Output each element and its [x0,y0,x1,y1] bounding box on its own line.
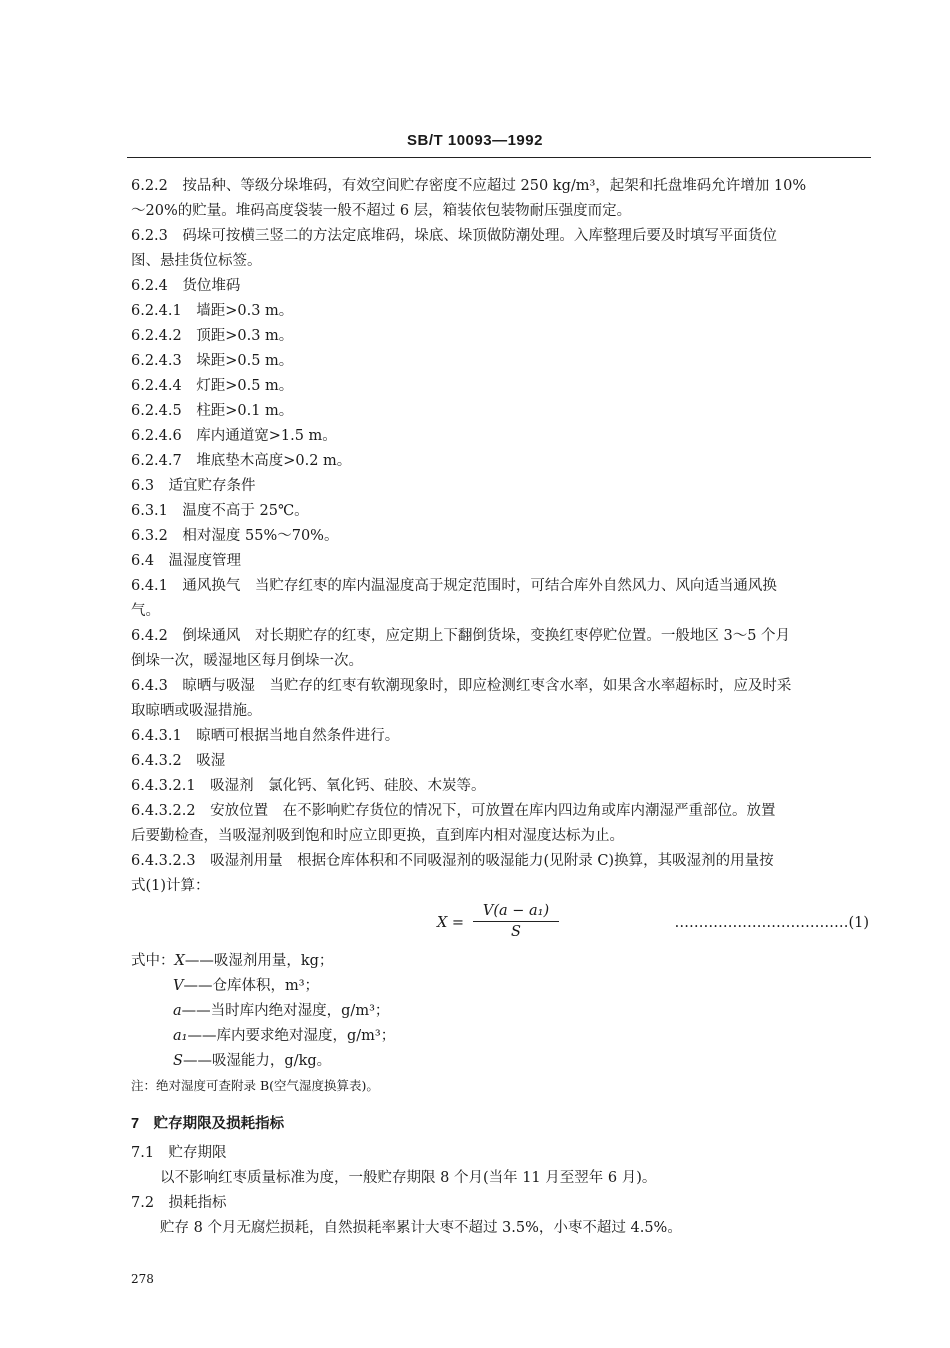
definition-s [131,1049,869,1074]
definition-s-text: ——吸湿能力，g/kg。 [182,1053,332,1069]
clause-6-4-1-line2: 气。 [131,603,160,619]
clause-6-4-3-line2: 取晾晒或吸湿措施。 [131,703,262,719]
clause-6-4-3-2-2-line1: 6.4.3.2.2 安放位置 在不影响贮存货位的情况下，可放置在库内四边角或库内潮湿严重部位。放置 [131,803,776,819]
definition-v-text: ——仓库体积，m³； [183,978,320,994]
clause-6-3: 6.3 适宜贮存条件 [131,478,256,494]
clause-6-2-4-5: 6.2.4.5 柱距>0.1 m。 [131,403,294,419]
clause-6-4: 6.4 温湿度管理 [131,553,242,569]
clause-6-2-4-2: 6.2.4.2 顶距>0.3 m。 [131,328,294,344]
symbol-definitions [131,949,869,1098]
definition-a1-text: ——库内要求绝对湿度，g/m³； [187,1028,396,1044]
definition-a [131,999,869,1024]
formula-lhs: X = [437,915,465,931]
clause-6-4-3-2-3-line1: 6.4.3.2.3 吸湿剂用量 根据仓库体积和不同吸湿剂的吸湿能力(见附录 C)换算，其吸湿剂的用量按 [131,853,774,869]
clause-6-3-2: 6.3.2 相对湿度 55%～70%。 [131,528,339,544]
clause-6-4-3-2-2-line2: 后要勤检查，当吸湿剂吸到饱和时应立即更换，直到库内相对湿度达标为止。 [131,828,624,844]
clause-6-2-4: 6.2.4 货位堆码 [131,278,241,294]
formula-denominator: S [511,924,521,940]
definition-x [131,949,869,974]
clause-6-2-4-6: 6.2.4.6 库内通道宽>1.5 m。 [131,428,337,444]
clause-6-2-2-line1: 6.2.2 按品种、等级分垛堆码，有效空间贮存密度不应超过 250 kg/m³，起架和托盘堆码允许增加 10% [131,178,807,194]
formula-number: ………………………………(1) [674,915,869,931]
clause-7-2: 7.2 损耗指标 [131,1195,227,1211]
standard-code-header: SB/T 10093—1992 [407,132,543,149]
symbol-a: a [173,1003,182,1019]
section-7-title: 7 贮存期限及损耗指标 [131,1116,285,1132]
note: 注：绝对湿度可查附录 B(空气湿度换算表)。 [131,1078,379,1093]
clause-7-1: 7.1 贮存期限 [131,1145,227,1161]
definition-v [131,974,869,999]
symbol-v: V [173,978,184,994]
clause-6-2-4-3: 6.2.4.3 垛距>0.5 m。 [131,353,294,369]
formula-fraction [473,901,559,942]
definition-a-text: ——当时库内绝对湿度，g/m³； [181,1003,390,1019]
clause-6-2-2-line2: ～20%的贮量。堆码高度袋装一般不超过 6 层，箱装依包装物耐压强度而定。 [131,203,632,219]
clause-6-4-2-line1: 6.4.2 倒垛通风 对长期贮存的红枣，应定期上下翻倒货垛，变换红枣停贮位置。一般地区 3～5 个月 [131,628,791,644]
definition-a1 [131,1024,869,1049]
definitions-lead: 式中： [131,953,175,969]
clause-6-4-3-2: 6.4.3.2 吸湿 [131,753,226,769]
document-body [131,174,869,1241]
symbol-x: X [174,953,185,969]
formula-numerator: V(a − a₁) [473,901,559,922]
clause-6-2-4-1: 6.2.4.1 墙距>0.3 m。 [131,303,294,319]
clause-6-2-4-7: 6.2.4.7 堆底垫木高度>0.2 m。 [131,453,352,469]
clause-7-2-text: 贮存 8 个月无腐烂损耗，自然损耗率累计大枣不超过 3.5%，小枣不超过 4.5%。 [160,1220,682,1236]
clause-6-4-1-line1: 6.4.1 通风换气 当贮存红枣的库内温湿度高于规定范围时，可结合库外自然风力、风向适当通风换 [131,578,777,594]
symbol-a1: a₁ [173,1028,188,1044]
header-rule [127,157,871,158]
clause-6-2-4-4: 6.2.4.4 灯距>0.5 m。 [131,378,294,394]
clause-6-4-3-1: 6.4.3.1 晾晒可根据当地自然条件进行。 [131,728,400,744]
clause-6-2-3-line1: 6.2.3 码垛可按横三竖二的方法定底堆码，垛底、垛顶做防潮处理。入库整理后要及时填写平面货位 [131,228,777,244]
clause-6-4-2-line2: 倒垛一次，暖湿地区每月倒垛一次。 [131,653,363,669]
clause-6-4-3-line1: 6.4.3 晾晒与吸湿 当贮存的红枣有软潮现象时，即应检测红枣含水率，如果含水率超标时，应及时采 [131,678,792,694]
symbol-s: S [173,1053,183,1069]
formula-1 [131,901,869,943]
page-number: 278 [131,1272,154,1286]
clause-6-4-3-2-3-line2: 式(1)计算： [131,878,210,894]
clause-6-3-1: 6.3.1 温度不高于 25℃。 [131,503,309,519]
clause-7-1-text: 以不影响红枣质量标准为度，一般贮存期限 8 个月(当年 11 月至翌年 6 月)。 [160,1170,657,1186]
clause-6-2-3-line2: 图、悬挂货位标签。 [131,253,262,269]
clause-6-4-3-2-1: 6.4.3.2.1 吸湿剂 氯化钙、氧化钙、硅胶、木炭等。 [131,778,486,794]
definition-x-text: ——吸湿剂用量，kg； [184,953,334,969]
